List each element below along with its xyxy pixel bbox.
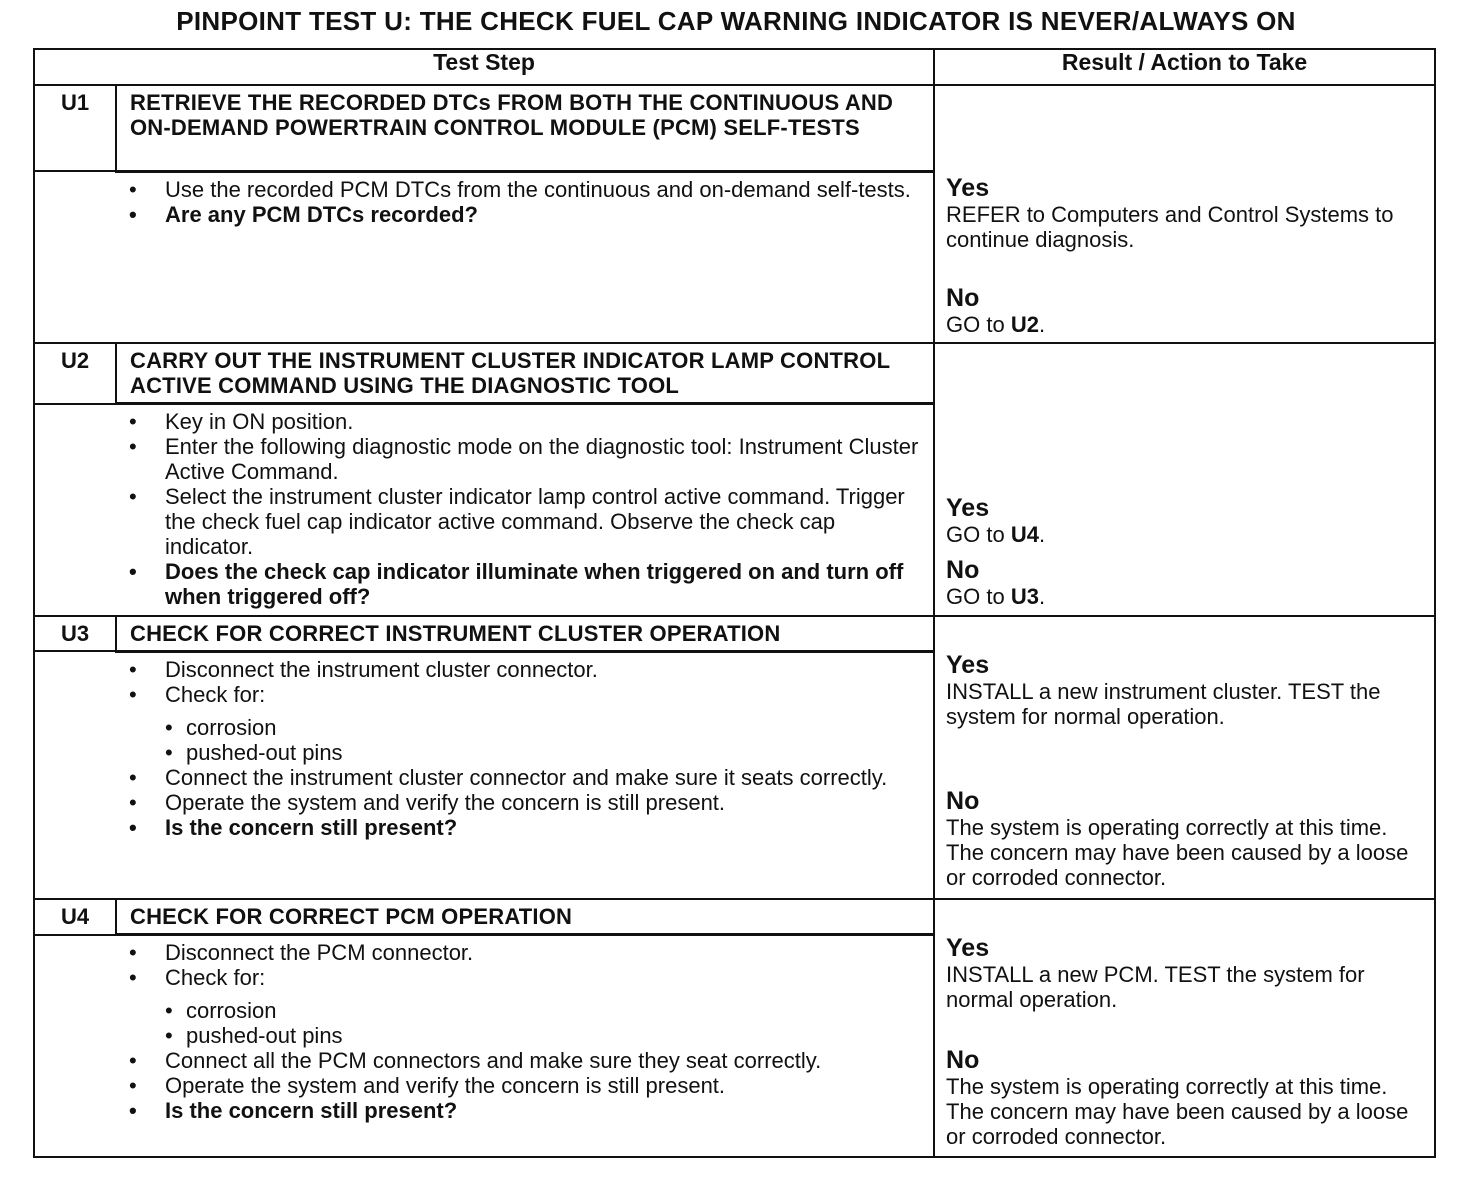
question-item: • Are any PCM DTCs recorded? [129, 202, 925, 227]
goto-link[interactable]: U2 [1010, 312, 1039, 337]
no-action: The system is operating correctly at this time. The concern may have been caused by a loose or corroded connector. [946, 1074, 1409, 1149]
yes-label: Yes [946, 650, 990, 679]
step-row-u2 [34, 343, 1435, 404]
no-label: No [946, 1046, 980, 1074]
step-result-u3 [934, 616, 1435, 900]
header-row [34, 49, 1435, 85]
test-step-header: Test Step [34, 49, 934, 85]
step-body [116, 404, 934, 616]
no-action: GO to U2. [946, 312, 1046, 337]
list-item: • Operate the system and verify the concern is still present. [129, 1073, 925, 1098]
no-action: The system is operating correctly at this time. The concern may have been caused by a loose or corroded connector. [946, 814, 1409, 890]
yes-label: Yes [946, 934, 990, 962]
result-header: Result / Action to Take [934, 49, 1435, 85]
step-id: U3 [34, 616, 116, 652]
bullet-list [129, 657, 925, 840]
no-label: No [946, 284, 980, 312]
step-id: U2 [34, 343, 116, 404]
step-result-u2 [934, 343, 1435, 616]
list-item: • Enter the following diagnostic mode on the diagnostic tool: Instrument Cluster Active Command. [129, 434, 925, 484]
list-item: • Connect all the PCM connectors and make sure they seat correctly. [129, 1048, 925, 1073]
no-label: No [946, 786, 980, 815]
sub-list-item: • corrosion [165, 715, 925, 740]
step-body [116, 651, 934, 899]
no-action: GO to U3. [946, 584, 1046, 609]
step-row-u4 [34, 899, 1435, 935]
no-label: No [946, 556, 980, 584]
bullet-list [129, 177, 925, 227]
list-item: • Key in ON position. [129, 409, 925, 434]
list-item: • Disconnect the instrument cluster connector. [129, 657, 925, 682]
list-item: • Check for: • corrosion • pushed-out pins [129, 965, 925, 1048]
list-item: • Operate the system and verify the concern is still present. [129, 790, 925, 815]
step-heading: CHECK FOR CORRECT INSTRUMENT CLUSTER OPERATION [116, 616, 934, 652]
step-row-u1 [34, 85, 1435, 171]
yes-label: Yes [946, 494, 990, 522]
step-row-u3 [34, 616, 1435, 652]
question-item: • Is the concern still present? [129, 815, 925, 840]
list-item: • Check for: • corrosion • pushed-out pins [129, 682, 925, 765]
step-id: U4 [34, 899, 116, 935]
sub-list-item: • pushed-out pins [165, 740, 925, 765]
step-heading: RETRIEVE THE RECORDED DTCs FROM BOTH THE CONTINUOUS AND ON-DEMAND POWERTRAIN CONTROL MODULE (PCM) SELF-TESTS [116, 85, 934, 171]
step-body [116, 171, 934, 343]
step-heading: CHECK FOR CORRECT PCM OPERATION [116, 899, 934, 935]
question-item: • Is the concern still present? [129, 1098, 925, 1123]
bullet-list [129, 409, 925, 609]
goto-link[interactable]: U3 [1010, 584, 1039, 609]
yes-action: GO to U4. [946, 522, 1046, 547]
step-id: U1 [34, 85, 116, 171]
step-result-u1 [934, 85, 1435, 343]
yes-action: REFER to Computers and Control Systems to continue diagnosis. [946, 202, 1394, 252]
pinpoint-test-table [33, 48, 1436, 1158]
yes-label: Yes [946, 174, 990, 202]
goto-link[interactable]: U4 [1010, 522, 1039, 547]
step-result-u4 [934, 899, 1435, 1157]
page-title: PINPOINT TEST U: THE CHECK FUEL CAP WARNING INDICATOR IS NEVER/ALWAYS ON [176, 6, 1296, 36]
step-body [116, 935, 934, 1157]
list-item: • Select the instrument cluster indicator lamp control active command. Trigger the check fuel cap indicator active command. Observe the check cap indicator. [129, 484, 925, 559]
yes-action: INSTALL a new PCM. TEST the system for normal operation. [946, 962, 1365, 1012]
sub-bullet-list [165, 998, 925, 1048]
step-heading: CARRY OUT THE INSTRUMENT CLUSTER INDICATOR LAMP CONTROL ACTIVE COMMAND USING THE DIAGNOSTIC TOOL [116, 343, 934, 404]
list-item: • Use the recorded PCM DTCs from the continuous and on-demand self-tests. [129, 177, 925, 202]
question-item: • Does the check cap indicator illuminate when triggered on and turn off when triggered off? [129, 559, 925, 609]
list-item: • Connect the instrument cluster connector and make sure it seats correctly. [129, 765, 925, 790]
yes-action: INSTALL a new instrument cluster. TEST the system for normal operation. [946, 678, 1381, 729]
sub-list-item: • pushed-out pins [165, 1023, 925, 1048]
sub-list-item: • corrosion [165, 998, 925, 1023]
sub-bullet-list [165, 715, 925, 765]
bullet-list [129, 940, 925, 1123]
list-item: • Disconnect the PCM connector. [129, 940, 925, 965]
